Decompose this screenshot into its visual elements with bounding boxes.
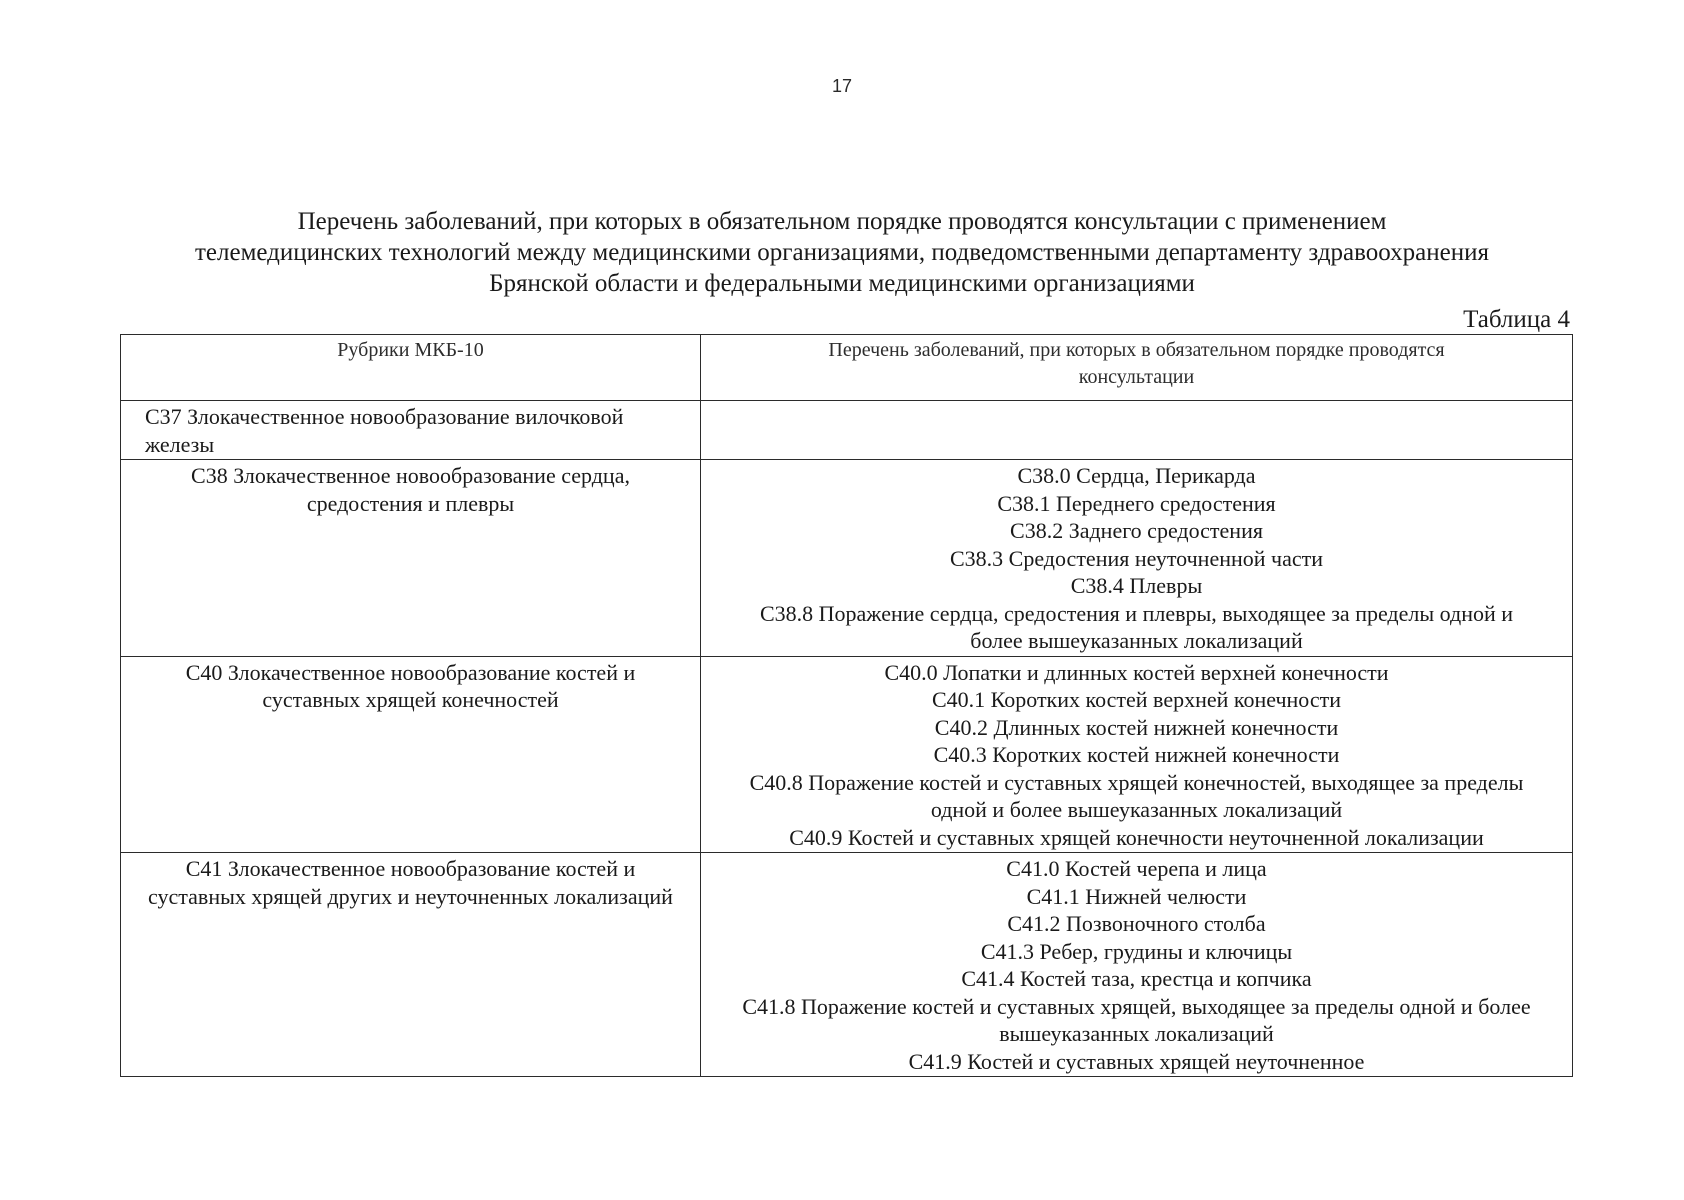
- icd-category-cell: [121, 460, 701, 657]
- disease-item: [705, 993, 1568, 1048]
- document-title: [110, 206, 1574, 299]
- disease-item: [705, 883, 1568, 911]
- disease-item-line: С38.3 Средостения неуточненной части: [949, 545, 1324, 571]
- category-line: суставных хрящей других и неуточненных локализаций: [148, 883, 673, 909]
- table-row: [121, 853, 1573, 1077]
- disease-item: [705, 545, 1568, 573]
- category-line: С38 Злокачественное новообразование сердца,: [191, 463, 630, 488]
- disease-items-cell: [701, 853, 1573, 1077]
- disease-item-line: С41.3 Ребер, грудины и ключицы: [980, 938, 1293, 964]
- header-line: консультации: [1078, 366, 1195, 388]
- disease-item: [705, 769, 1568, 824]
- icd-category-cell: [121, 656, 701, 853]
- disease-item: [705, 462, 1568, 490]
- disease-item-line: С41.9 Костей и суставных хрящей неуточненное: [908, 1048, 1365, 1074]
- disease-item-line: одной и более вышеуказанных локализаций: [930, 797, 1343, 822]
- disease-item: [705, 824, 1568, 852]
- table-row: [121, 460, 1573, 657]
- table-row: [121, 401, 1573, 460]
- disease-item-line: С38.8 Поражение сердца, средостения и плевры, выходящее за пределы одной и: [759, 600, 1514, 626]
- disease-item-line: вышеуказанных локализаций: [999, 1021, 1274, 1046]
- table-header-row: [121, 335, 1573, 401]
- header-line: Рубрики МКБ-10: [337, 339, 484, 361]
- disease-item: [705, 517, 1568, 545]
- disease-item-line: С40.1 Коротких костей верхней конечности: [931, 687, 1341, 712]
- disease-item-line: С41.2 Позвоночного столба: [1007, 911, 1266, 936]
- disease-item-line: С41.8 Поражение костей и суставных хрящей, выходящее за пределы одной и более: [742, 993, 1531, 1019]
- disease-item: [705, 600, 1568, 655]
- category-line: суставных хрящей конечностей: [262, 687, 559, 712]
- table-body: [121, 335, 1573, 1077]
- disease-item-line: С38.0 Сердца, Перикарда: [1017, 463, 1256, 488]
- disease-item: [705, 1048, 1568, 1076]
- icd-category-cell: [121, 853, 701, 1077]
- category-line: железы: [145, 431, 215, 457]
- disease-item: [705, 965, 1568, 993]
- disease-item-line: С38.4 Плевры: [1070, 573, 1203, 598]
- disease-items-cell: [701, 460, 1573, 657]
- disease-item-line: С38.2 Заднего средостения: [1010, 518, 1263, 543]
- page-number: 17: [831, 76, 853, 96]
- category-line: средостения и плевры: [306, 490, 515, 516]
- disease-item: [705, 490, 1568, 518]
- disease-item-line: С41.1 Нижней челюсти: [1026, 883, 1247, 909]
- table-label: Таблица 4: [1463, 306, 1570, 333]
- disease-items-cell: [701, 401, 1573, 460]
- category-line: С40 Злокачественное новообразование костей и: [185, 659, 636, 685]
- header-icd-rubrics: [121, 335, 701, 401]
- icd-category-cell: [121, 401, 701, 460]
- disease-item: [705, 910, 1568, 938]
- header-line: Перечень заболеваний, при которых в обязательном порядке проводятся: [828, 339, 1445, 361]
- disease-item: [705, 659, 1568, 687]
- disease-item-line: С41.4 Костей таза, крестца и копчика: [961, 966, 1312, 991]
- disease-item: [705, 572, 1568, 600]
- disease-item-line: С40.9 Костей и суставных хрящей конечности неуточненной локализации: [789, 824, 1484, 850]
- table-row: [121, 656, 1573, 853]
- disease-item: [705, 855, 1568, 883]
- disease-item-line: С41.0 Костей черепа и лица: [1006, 856, 1267, 881]
- disease-item: [705, 686, 1568, 714]
- category-line: С37 Злокачественное новообразование вилочковой: [145, 404, 624, 429]
- disease-items-cell: [701, 656, 1573, 853]
- disease-item-line: С38.1 Переднего средостения: [997, 490, 1276, 516]
- disease-item-line: более вышеуказанных локализаций: [970, 628, 1303, 653]
- title-line: телемедицинских технологий между медицинскими организациями, подведомственными департаменту здравоохранения: [194, 239, 1489, 266]
- disease-item-line: С40.2 Длинных костей нижней конечности: [934, 714, 1339, 740]
- diseases-table: [120, 334, 1573, 1077]
- disease-item-line: С40.0 Лопатки и длинных костей верхней конечности: [884, 659, 1389, 685]
- disease-item-line: С40.8 Поражение костей и суставных хрящей конечностей, выходящее за пределы: [749, 769, 1524, 795]
- disease-item: [705, 938, 1568, 966]
- header-diseases-list: [701, 335, 1573, 401]
- title-line: Брянской области и федеральными медицинскими организациями: [489, 270, 1195, 297]
- disease-item: [705, 741, 1568, 769]
- disease-item-line: С40.3 Коротких костей нижней конечности: [933, 742, 1340, 767]
- category-line: С41 Злокачественное новообразование костей и: [185, 856, 636, 881]
- title-line: Перечень заболеваний, при которых в обязательном порядке проводятся консультации с применением: [297, 208, 1387, 235]
- disease-item: [705, 714, 1568, 742]
